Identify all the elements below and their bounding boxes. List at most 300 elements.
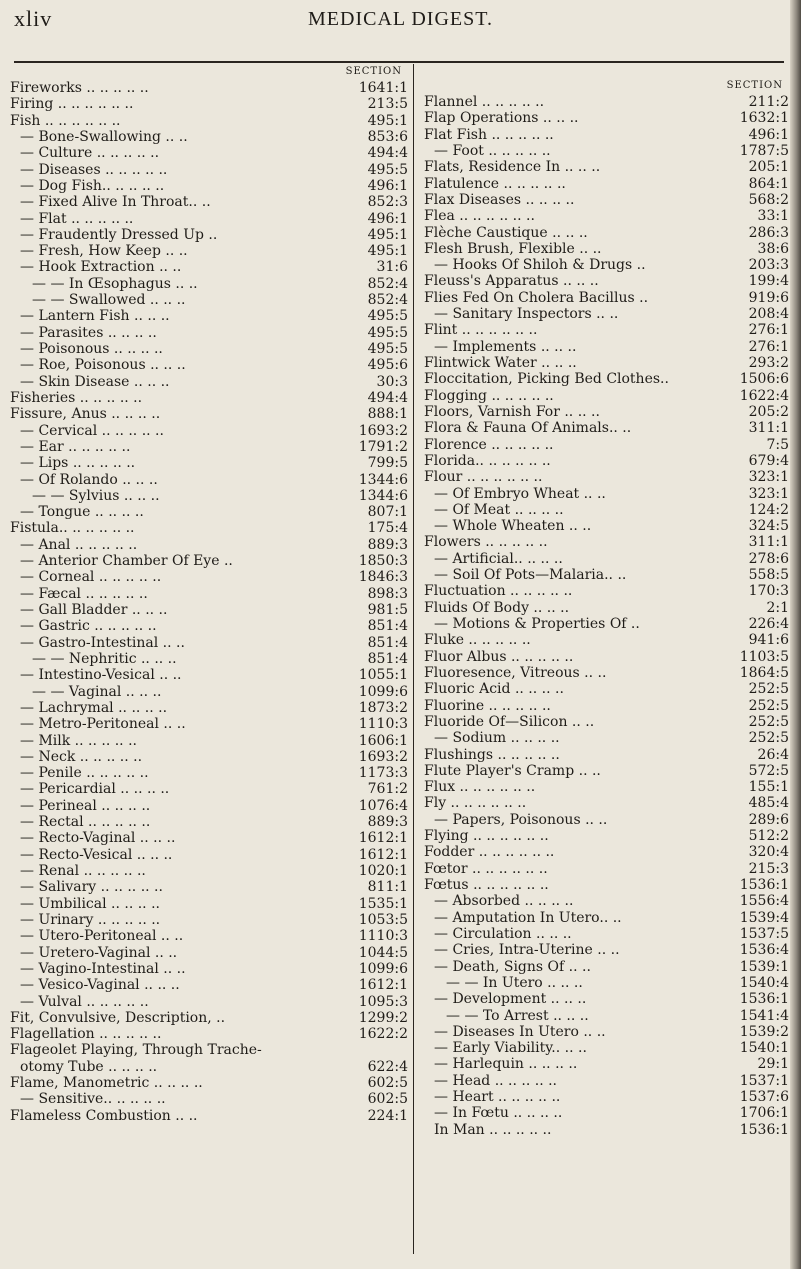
- index-entry: [424, 942, 789, 958]
- index-entry: [424, 828, 789, 844]
- entry-section-ref: 1103:5: [739, 648, 789, 665]
- entry-term: — Poisonous .. .. .. ..: [20, 341, 163, 357]
- index-entry: [10, 1108, 408, 1124]
- index-entry: [10, 651, 408, 667]
- index-entry: [10, 961, 408, 977]
- entry-section-ref: 888:1: [367, 406, 408, 423]
- entry-term: Flèche Caustique .. .. ..: [424, 224, 588, 241]
- entry-term: — Culture .. .. .. .. ..: [20, 145, 160, 162]
- entry-section-ref: 495:1: [367, 226, 408, 243]
- entry-section-ref: 289:6: [748, 811, 789, 828]
- index-entry: [424, 322, 789, 338]
- entry-section-ref: 1535:1: [358, 895, 408, 912]
- entry-section-ref: 31:6: [376, 259, 408, 276]
- entry-section-ref: 1173:3: [358, 765, 408, 782]
- entry-term: Fluke .. .. .. .. ..: [424, 632, 531, 649]
- entry-term: Flowers .. .. .. .. ..: [424, 534, 548, 551]
- index-entry: [424, 795, 789, 811]
- index-entry: [10, 553, 408, 569]
- index-entry: [10, 406, 408, 422]
- entry-term: — Whole Wheaten .. ..: [434, 518, 592, 535]
- index-entry: [10, 749, 408, 765]
- entry-section-ref: 205:1: [748, 159, 789, 176]
- index-entry: [424, 469, 789, 485]
- index-entry: [10, 716, 408, 732]
- page-number: xliv: [14, 6, 53, 31]
- entry-section-ref: 1537:5: [739, 925, 789, 942]
- index-entry: [10, 896, 408, 912]
- entry-term: In Man .. .. .. .. ..: [434, 1121, 552, 1138]
- entry-term: — — In Utero .. .. ..: [446, 974, 583, 991]
- entry-section-ref: 495:5: [367, 341, 408, 357]
- index-entry: [10, 455, 408, 471]
- entry-term: Flies Fed On Cholera Bacillus ..: [424, 289, 649, 306]
- entry-term: — — To Arrest .. .. ..: [446, 1007, 589, 1024]
- index-entry: [10, 439, 408, 455]
- index-entry: [10, 618, 408, 634]
- entry-term: Firing .. .. .. .. .. ..: [10, 96, 134, 113]
- index-entry: [424, 453, 789, 469]
- entry-section-ref: 602:5: [367, 1075, 408, 1092]
- entry-section-ref: 1693:2: [358, 748, 408, 765]
- index-entry: [424, 991, 789, 1007]
- entry-term: otomy Tube .. .. .. ..: [20, 1058, 158, 1075]
- index-entry: [424, 1008, 789, 1024]
- entry-term: — Motions & Properties Of ..: [434, 616, 640, 632]
- entry-term: — Salivary .. .. .. .. ..: [20, 879, 163, 896]
- entry-section-ref: 286:3: [748, 224, 789, 241]
- entry-section-ref: 2:1: [766, 599, 789, 616]
- entry-section-ref: 208:4: [748, 306, 789, 323]
- entry-term: — Uretero-Vaginal .. ..: [20, 944, 178, 961]
- entry-section-ref: 981:5: [367, 602, 408, 618]
- entry-term: Flushings .. .. .. .. ..: [424, 746, 560, 763]
- index-entry: [424, 306, 789, 322]
- index-entry: [424, 437, 789, 453]
- entry-term: — Diseases .. .. .. .. ..: [20, 161, 168, 178]
- entry-term: Fisheries .. .. .. .. ..: [10, 389, 143, 406]
- entry-term: — Sensitive.. .. .. .. ..: [20, 1091, 166, 1108]
- index-entry: [424, 959, 789, 975]
- index-entry: [10, 292, 408, 308]
- entry-term: — — Swallowed .. .. ..: [32, 292, 186, 309]
- entry-term: Fly .. .. .. .. .. ..: [424, 795, 527, 812]
- entry-term: Fluorine .. .. .. .. ..: [424, 697, 551, 714]
- entry-term: — Fresh, How Keep .. ..: [20, 243, 188, 260]
- entry-term: — Vulval .. .. .. .. ..: [20, 993, 149, 1010]
- index-entry: [424, 339, 789, 355]
- entry-term: — Pericardial .. .. .. ..: [20, 781, 170, 798]
- entry-term: — Artificial.. .. .. ..: [434, 550, 563, 567]
- entry-section-ref: 1537:6: [739, 1089, 789, 1106]
- entry-section-ref: 1099:6: [358, 683, 408, 700]
- entry-term: — Roe, Poisonous .. .. ..: [20, 357, 186, 374]
- index-entry: [424, 567, 789, 583]
- index-entry: [10, 945, 408, 961]
- entry-section-ref: 1612:1: [358, 977, 408, 994]
- entry-term: Fœtus .. .. .. .. .. ..: [424, 877, 549, 893]
- entry-section-ref: 175:4: [367, 520, 408, 537]
- entry-term: Flameless Combustion .. ..: [10, 1107, 198, 1124]
- index-entry: [10, 994, 408, 1010]
- index-entry: [424, 404, 789, 420]
- entry-term: Flax Diseases .. .. .. ..: [424, 191, 575, 208]
- index-entry: [10, 863, 408, 879]
- entry-section-ref: 1556:4: [739, 893, 789, 910]
- entry-section-ref: 494:4: [367, 145, 408, 162]
- entry-term: — Vesico-Vaginal .. .. ..: [20, 977, 180, 994]
- entry-term: — — Nephritic .. .. ..: [32, 650, 177, 667]
- entry-term: — Diseases In Utero .. ..: [434, 1023, 606, 1040]
- entry-section-ref: 226:4: [748, 616, 789, 632]
- entry-term: Flogging .. .. .. .. ..: [424, 387, 554, 404]
- index-entry: [10, 194, 408, 210]
- entry-term: — Skin Disease .. .. ..: [20, 373, 170, 390]
- entry-term: — Recto-Vesical .. .. ..: [20, 846, 173, 863]
- index-entry: [10, 162, 408, 178]
- index-entry: [10, 879, 408, 895]
- entry-term: — Head .. .. .. .. ..: [434, 1072, 558, 1089]
- entry-section-ref: 276:1: [748, 322, 789, 339]
- entry-section-ref: 26:4: [757, 746, 789, 763]
- entry-term: — Lantern Fish .. .. ..: [20, 308, 170, 325]
- entry-term: — Cervical .. .. .. .. ..: [20, 422, 164, 439]
- entry-section-ref: 761:2: [367, 781, 408, 798]
- entry-section-ref: 852:3: [367, 194, 408, 211]
- entry-section-ref: 1044:5: [358, 944, 408, 961]
- entry-term: Flintwick Water .. .. ..: [424, 355, 577, 371]
- index-entry: [10, 504, 408, 520]
- index-entry: [10, 374, 408, 390]
- index-entry: [424, 1105, 789, 1121]
- entry-term: — Gastric .. .. .. .. ..: [20, 618, 157, 635]
- index-entry: [10, 145, 408, 161]
- entry-term: Florence .. .. .. .. ..: [424, 436, 554, 453]
- entry-term: — Tongue .. .. .. ..: [20, 504, 144, 521]
- entry-term: — Flat .. .. .. .. ..: [20, 210, 134, 227]
- entry-section-ref: 155:1: [748, 779, 789, 796]
- entry-section-ref: 252:5: [748, 730, 789, 747]
- entry-term: — Development .. .. ..: [434, 991, 587, 1008]
- index-entry: [10, 357, 408, 373]
- entry-term: — Amputation In Utero.. ..: [434, 909, 622, 926]
- index-entry: [10, 814, 408, 830]
- entry-term: — Utero-Peritoneal .. ..: [20, 928, 184, 945]
- entry-section-ref: [348, 1042, 408, 1058]
- index-entry: [424, 110, 789, 126]
- entry-section-ref: 1539:4: [739, 909, 789, 926]
- entry-section-ref: 211:2: [748, 94, 789, 110]
- entry-term: Flageolet Playing, Through Trache-: [10, 1042, 262, 1059]
- entry-section-ref: 1873:2: [358, 699, 408, 716]
- entry-section-ref: 1055:1: [358, 667, 408, 684]
- index-entry: [10, 1075, 408, 1091]
- entry-section-ref: 919:6: [748, 289, 789, 306]
- entry-section-ref: 1095:3: [358, 993, 408, 1010]
- entry-term: — Neck .. .. .. .. ..: [20, 748, 143, 765]
- index-entry: [424, 225, 789, 241]
- entry-section-ref: 1850:3: [358, 553, 408, 570]
- entry-section-ref: 851:4: [367, 618, 408, 635]
- entry-section-ref: 1539:1: [739, 958, 789, 975]
- index-entry: [10, 129, 408, 145]
- entry-term: — Fraudently Dressed Up ..: [20, 226, 218, 243]
- entry-section-ref: 213:5: [367, 96, 408, 113]
- index-entry: [424, 551, 789, 567]
- entry-section-ref: 1791:2: [358, 438, 408, 455]
- running-head-title: MEDICAL DIGEST.: [308, 8, 493, 30]
- index-entry: [424, 730, 789, 746]
- index-entry: [424, 159, 789, 175]
- entry-section-ref: 252:5: [748, 697, 789, 714]
- index-entry: [10, 1026, 408, 1042]
- entry-term: — Umbilical .. .. .. ..: [20, 895, 160, 912]
- entry-section-ref: 1622:2: [358, 1026, 408, 1043]
- index-entry: [424, 241, 789, 257]
- section-column-label: SECTION: [726, 80, 783, 91]
- index-entry: [424, 812, 789, 828]
- index-entry: [424, 1024, 789, 1040]
- entry-term: — Urinary .. .. .. .. ..: [20, 911, 161, 928]
- entry-term: Flute Player's Cramp .. ..: [424, 762, 601, 779]
- entry-section-ref: 485:4: [748, 795, 789, 812]
- entry-term: — Penile .. .. .. .. ..: [20, 765, 149, 782]
- entry-section-ref: 323:1: [748, 469, 789, 486]
- entry-term: — Lips .. .. .. .. ..: [20, 455, 136, 472]
- index-entry: [10, 586, 408, 602]
- entry-term: — Early Viability.. .. ..: [434, 1040, 587, 1057]
- index-entry: [424, 1122, 789, 1138]
- entry-term: Flats, Residence In .. .. ..: [424, 159, 601, 176]
- index-entry: [10, 325, 408, 341]
- index-entry: [424, 176, 789, 192]
- index-entry: [10, 488, 408, 504]
- entry-term: — Milk .. .. .. .. ..: [20, 732, 137, 749]
- index-entry: [424, 518, 789, 534]
- entry-section-ref: 1536:1: [739, 877, 789, 893]
- entry-term: Flap Operations .. .. ..: [424, 110, 579, 127]
- index-entry: [10, 276, 408, 292]
- entry-term: — Vagino-Intestinal .. ..: [20, 960, 186, 977]
- entry-section-ref: 38:6: [757, 240, 789, 257]
- entry-section-ref: 1099:6: [358, 960, 408, 977]
- entry-term: — — Vaginal .. .. ..: [32, 683, 162, 700]
- index-entry: [424, 192, 789, 208]
- index-entry: [10, 912, 408, 928]
- entry-term: — Harlequin .. .. .. ..: [434, 1056, 578, 1073]
- entry-section-ref: 276:1: [748, 338, 789, 355]
- header-rule: [14, 61, 784, 63]
- index-entry: [424, 420, 789, 436]
- entry-term: — Of Meat .. .. .. ..: [434, 501, 564, 518]
- entry-term: Fish .. .. .. .. .. ..: [10, 112, 121, 129]
- index-entry: [10, 684, 408, 700]
- entry-term: — Gall Bladder .. .. ..: [20, 602, 168, 618]
- entry-section-ref: 495:1: [367, 112, 408, 129]
- entry-section-ref: 30:3: [376, 373, 408, 390]
- index-entry: [10, 211, 408, 227]
- entry-section-ref: 1536:1: [739, 1121, 789, 1138]
- index-entry: [10, 341, 408, 357]
- index-entry: [10, 113, 408, 129]
- index-entry: [424, 486, 789, 502]
- entry-section-ref: 496:1: [367, 210, 408, 227]
- index-entry: [10, 928, 408, 944]
- entry-section-ref: 311:1: [748, 534, 789, 551]
- entry-term: Flagellation .. .. .. .. ..: [10, 1026, 162, 1043]
- entry-section-ref: 1632:1: [739, 110, 789, 127]
- index-entry: [424, 763, 789, 779]
- index-entry: [10, 390, 408, 406]
- entry-section-ref: 1612:1: [358, 846, 408, 863]
- entry-term: — — Sylvius .. .. ..: [32, 487, 160, 504]
- entry-section-ref: 1706:1: [739, 1105, 789, 1122]
- index-entry: [424, 127, 789, 143]
- entry-term: — Gastro-Intestinal .. ..: [20, 634, 185, 651]
- index-entry: [10, 667, 408, 683]
- entry-section-ref: 323:1: [748, 485, 789, 502]
- entry-term: — Sanitary Inspectors .. ..: [434, 306, 619, 323]
- entry-term: Flora & Fauna Of Animals.. ..: [424, 420, 632, 437]
- entry-term: — Renal .. .. .. .. ..: [20, 863, 146, 879]
- entry-section-ref: 1110:3: [358, 716, 408, 733]
- entry-section-ref: 851:4: [367, 634, 408, 651]
- index-entry: [10, 243, 408, 259]
- entry-term: — Hook Extraction .. ..: [20, 259, 182, 276]
- entry-term: Fluoric Acid .. .. .. ..: [424, 681, 564, 698]
- entry-term: Flatulence .. .. .. .. ..: [424, 175, 566, 192]
- entry-section-ref: 799:5: [367, 455, 408, 472]
- entry-section-ref: 1539:2: [739, 1023, 789, 1040]
- entry-term: Floors, Varnish For .. .. ..: [424, 403, 600, 420]
- entry-section-ref: 495:1: [367, 243, 408, 260]
- entry-term: — Fæcal .. .. .. .. ..: [20, 585, 148, 602]
- entry-term: — Death, Signs Of .. ..: [434, 958, 591, 975]
- entry-section-ref: 320:4: [748, 844, 789, 861]
- entry-term: Fleuss's Apparatus .. .. ..: [424, 273, 599, 290]
- index-entry: [424, 632, 789, 648]
- index-entry: [10, 781, 408, 797]
- entry-section-ref: 1846:3: [358, 569, 408, 586]
- entry-term: — Hooks Of Shiloh & Drugs ..: [434, 257, 646, 274]
- entry-section-ref: 494:4: [367, 389, 408, 406]
- entry-term: Fistula.. .. .. .. .. ..: [10, 520, 135, 537]
- index-entry: [424, 698, 789, 714]
- entry-term: Flannel .. .. .. .. ..: [424, 94, 545, 110]
- entry-section-ref: 495:5: [367, 324, 408, 341]
- entry-term: — Parasites .. .. .. ..: [20, 324, 157, 341]
- entry-term: — Cries, Intra-Uterine .. ..: [434, 942, 620, 959]
- index-entry: [10, 423, 408, 439]
- entry-term: — Corneal .. .. .. .. ..: [20, 569, 162, 586]
- index-entry: [10, 80, 408, 96]
- entry-term: Florida.. .. .. .. .. ..: [424, 452, 551, 469]
- index-entry: [10, 700, 408, 716]
- entry-term: Fluoride Of—Silicon .. ..: [424, 713, 595, 730]
- entry-section-ref: 33:1: [757, 208, 789, 225]
- entry-section-ref: 1344:6: [358, 471, 408, 488]
- index-entry: [424, 665, 789, 681]
- index-entry: [424, 747, 789, 763]
- index-entry: [424, 649, 789, 665]
- entry-section-ref: 898:3: [367, 585, 408, 602]
- entry-term: — Papers, Poisonous .. ..: [434, 811, 608, 828]
- entry-term: — Anal .. .. .. .. ..: [20, 536, 138, 553]
- entry-section-ref: 864:1: [748, 175, 789, 192]
- index-entry: [424, 616, 789, 632]
- entry-term: — Rectal .. .. .. .. ..: [20, 814, 151, 831]
- index-entry: [10, 178, 408, 194]
- entry-term: Flint .. .. .. .. .. ..: [424, 322, 538, 339]
- section-column-label: SECTION: [345, 66, 402, 77]
- entry-term: Fœtor .. .. .. .. .. ..: [424, 860, 548, 877]
- index-entry: [424, 714, 789, 730]
- entry-term: — Foot .. .. .. .. ..: [434, 142, 551, 159]
- entry-section-ref: 568:2: [748, 191, 789, 208]
- entry-term: Flame, Manometric .. .. .. ..: [10, 1075, 203, 1092]
- entry-section-ref: 1536:4: [739, 942, 789, 959]
- index-entry: [10, 1059, 408, 1075]
- entry-term: — Soil Of Pots—Malaria.. ..: [434, 567, 627, 584]
- entry-section-ref: 1076:4: [358, 797, 408, 814]
- index-entry: [424, 208, 789, 224]
- index-entry: [424, 1056, 789, 1072]
- entry-section-ref: 1506:6: [739, 371, 789, 388]
- index-entry: [424, 1089, 789, 1105]
- index-entry: [424, 600, 789, 616]
- index-entry: [10, 635, 408, 651]
- index-entry: [10, 569, 408, 585]
- index-entry: [10, 227, 408, 243]
- entry-term: — Absorbed .. .. .. ..: [434, 893, 574, 910]
- column-divider: [413, 64, 414, 1254]
- entry-section-ref: 252:5: [748, 681, 789, 698]
- left-column: [10, 66, 408, 1124]
- entry-term: — Anterior Chamber Of Eye ..: [20, 553, 233, 570]
- entry-section-ref: 1110:3: [358, 928, 408, 945]
- index-entry: [10, 1010, 408, 1026]
- entry-section-ref: 1864:5: [739, 664, 789, 681]
- page-edge: [790, 0, 801, 1269]
- index-entry: [424, 877, 789, 893]
- entry-section-ref: 941:6: [748, 632, 789, 649]
- entry-section-ref: 622:4: [367, 1058, 408, 1075]
- entry-section-ref: 1020:1: [358, 863, 408, 879]
- entry-term: — Bone-Swallowing .. ..: [20, 128, 188, 145]
- entry-section-ref: 1537:1: [739, 1072, 789, 1089]
- entry-term: — Metro-Peritoneal .. ..: [20, 716, 186, 733]
- entry-term: — Implements .. .. ..: [434, 338, 577, 355]
- entry-section-ref: 7:5: [766, 436, 789, 453]
- entry-section-ref: 496:1: [748, 126, 789, 143]
- entry-term: — Intestino-Vesical .. ..: [20, 667, 182, 684]
- entry-term: — Circulation .. .. ..: [434, 925, 572, 942]
- entry-section-ref: 205:2: [748, 403, 789, 420]
- index-entry: [10, 1091, 408, 1107]
- entry-term: Floccitation, Picking Bed Clothes..: [424, 371, 669, 388]
- index-entry: [10, 259, 408, 275]
- entry-term: — — In Œsophagus .. ..: [32, 275, 198, 292]
- entry-section-ref: 324:5: [748, 518, 789, 535]
- index-entry: [10, 602, 408, 618]
- entry-section-ref: 203:3: [748, 257, 789, 274]
- entry-section-ref: 29:1: [757, 1056, 789, 1073]
- entry-term: — Dog Fish.. .. .. .. ..: [20, 177, 165, 194]
- entry-term: Fissure, Anus .. .. .. ..: [10, 406, 161, 423]
- entry-term: Flea .. .. .. .. .. ..: [424, 208, 535, 225]
- index-entry: [424, 926, 789, 942]
- entry-term: — Lachrymal .. .. .. ..: [20, 699, 168, 716]
